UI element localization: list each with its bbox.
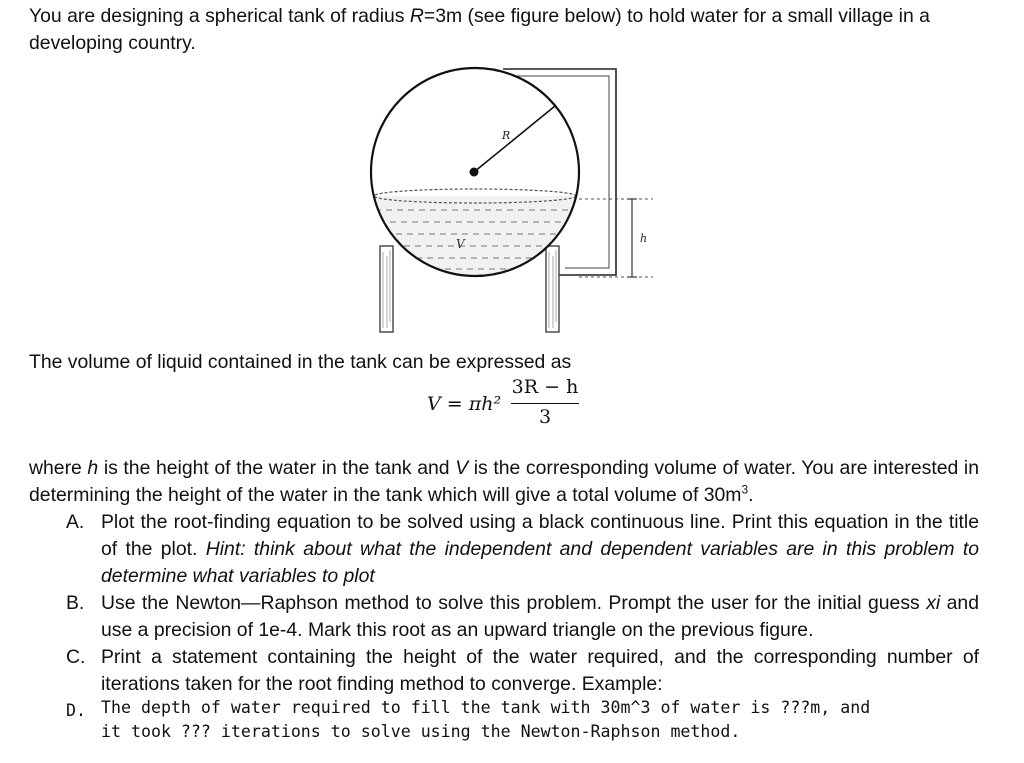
task-item-b — [29, 590, 979, 644]
task-list — [29, 509, 979, 744]
superscript-3: 3 — [741, 482, 749, 497]
var-h: h — [87, 457, 99, 479]
example-output-line-1: The depth of water required to fill the tank with 30m^3 of water is ???m, and — [101, 698, 871, 717]
task-b-text: Use the Newton—Raphson method to solve this problem. Prompt the user for the initial guess — [101, 592, 927, 614]
task-marker-c: C. — [66, 646, 86, 668]
var-v: V — [455, 457, 469, 479]
intro-text-end: (see figure below) to hold water for a small village in a developing country. — [29, 5, 930, 54]
volume-sentence: The volume of liquid contained in the tank can be expressed as — [29, 351, 572, 373]
task-item-c — [29, 644, 979, 698]
radius-line — [474, 106, 555, 172]
where-text-4: . — [748, 484, 754, 506]
task-marker-d: D. — [66, 701, 86, 720]
where-text-1: where — [29, 457, 88, 479]
intro-paragraph — [29, 3, 979, 57]
example-output-line-2: it took ??? iterations to solve using the Newton-Raphson method. — [101, 722, 741, 741]
formula-denominator: 3 — [538, 406, 552, 428]
intro-text: You are designing a spherical tank of radius — [29, 5, 410, 27]
formula-lhs: V = πh² — [427, 393, 502, 415]
fraction-bar — [511, 403, 579, 404]
volume-label: V — [456, 237, 465, 251]
radius-value: =3m — [423, 5, 463, 27]
radius-label: R — [502, 129, 511, 142]
task-item-d — [29, 696, 979, 744]
volume-formula — [425, 376, 625, 436]
var-xi: xi — [926, 592, 941, 614]
task-marker-b: B. — [66, 592, 85, 614]
where-text-2: is the height of the water in the tank and — [98, 457, 456, 479]
center-dot — [470, 168, 479, 177]
where-paragraph — [29, 455, 979, 509]
task-a-hint: Hint: think about what the independent and dependent variables are in this problem to determine what variables to plot — [101, 538, 979, 587]
where-text-3: is the corresponding volume of water. You are interested in determining the height of the water in the tank which will give a total volume of 30m — [29, 457, 980, 506]
task-b-text-2: and use a precision of 1e-4. Mark this root as an upward triangle on the previous figure. — [101, 592, 979, 641]
radius-variable: R — [409, 5, 424, 27]
task-c-text: Print a statement containing the height of the water required, and the corresponding number of iterations taken for the root finding method to converge. Example: — [101, 646, 979, 695]
tank-figure — [355, 62, 675, 337]
formula-numerator: 3R − h — [511, 376, 579, 398]
task-a-text: Plot the root-finding equation to be solved using a black continuous line. Print this equation in the title of the plot. — [101, 511, 979, 560]
task-marker-a: A. — [66, 511, 85, 533]
height-label: h — [640, 232, 648, 245]
task-item-a — [29, 509, 979, 590]
